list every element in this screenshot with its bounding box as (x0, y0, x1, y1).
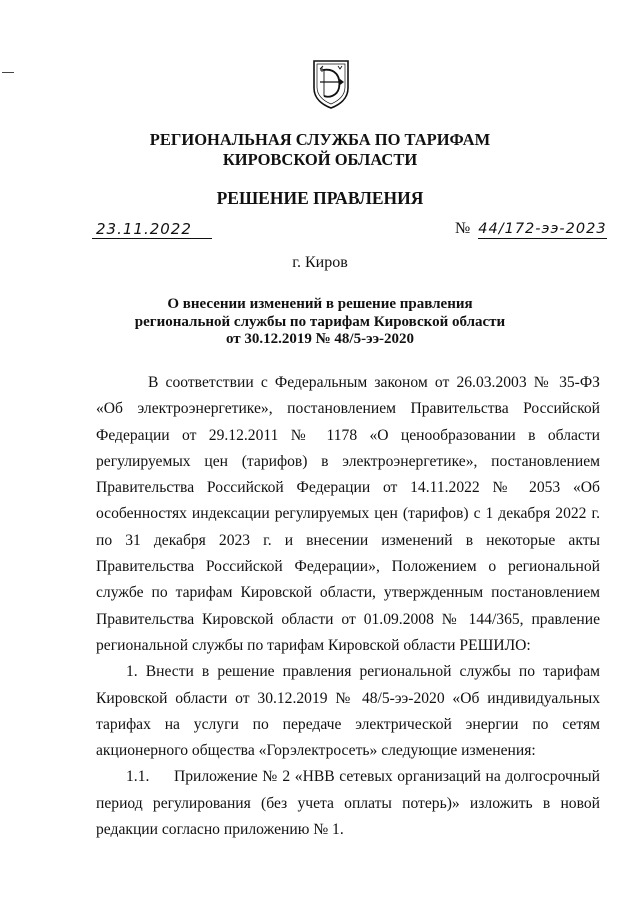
document-body (96, 370, 600, 843)
subject-line2: региональной службы по тарифам Кировской области (134, 313, 506, 330)
document-number (455, 220, 607, 239)
item-1-text: Внести в решение правления региональной службы по тарифам Кировской области от 30.12.2019 № 48/5-ээ-2020 «Об индивидуальных тарифах на услуги по передаче электрической энергии по сетям акционерного общества «Горэлектросеть» следующие изменения: (96, 663, 600, 760)
number-sign: № (455, 220, 471, 237)
subject-line1: О внесении изменений в решение правления (167, 296, 473, 312)
document-number-handwritten: 44/172-ээ-2023 (478, 221, 607, 237)
city-line: г. Киров (292, 254, 348, 271)
org-name-line2: КИРОВСКОЙ ОБЛАСТИ (222, 150, 418, 169)
document-subject (0, 296, 640, 349)
item-1 (96, 659, 600, 764)
item-1-1-number: 1.1. (126, 768, 150, 786)
item-1-1 (96, 764, 600, 843)
item-1-number: 1. (126, 663, 138, 681)
item-1-1-text: Приложение № 2 «НВВ сетевых организаций на долгосрочный период регулирования (без учета оплаты потерь)» изложить в новой редакции согласно приложению № 1. (96, 768, 600, 839)
subject-line3: от 30.12.2019 № 48/5-ээ-2020 (225, 331, 415, 347)
org-name-line1: РЕГИОНАЛЬНАЯ СЛУЖБА ПО ТАРИФАМ (149, 130, 491, 149)
scan-margin-mark (2, 72, 14, 73)
preamble-paragraph: В соответствии с Федеральным законом от 26.03.2003 № 35-ФЗ «Об электроэнергетике», постановлением Правительства Российской Федерации от 29.12.2011 № 1178 «О ценообразовании в области регулируемых цен (тарифов) в электроэнергетике», постановлением Правительства Российской Федерации от 14.11.2022 № 2053 «Об особенностях индексации регулируемых цен (тарифов) с 1 декабря 2022 г. по 31 декабря 2023 г. и внесении изменений в некоторые акты Правительства Российской Федерации», Положением о региональной службе по тарифам Кировской области, утвержденным постановлением Правительства Кировской области от 01.09.2008 № 144/365, правление региональной службы по тарифам Кировской области РЕШИЛО: (96, 374, 600, 654)
document-date-handwritten: 23.11.2022 (92, 220, 212, 239)
kirov-coat-of-arms-icon (311, 58, 351, 110)
document-type-title: РЕШЕНИЕ ПРАВЛЕНИЯ (216, 188, 424, 208)
